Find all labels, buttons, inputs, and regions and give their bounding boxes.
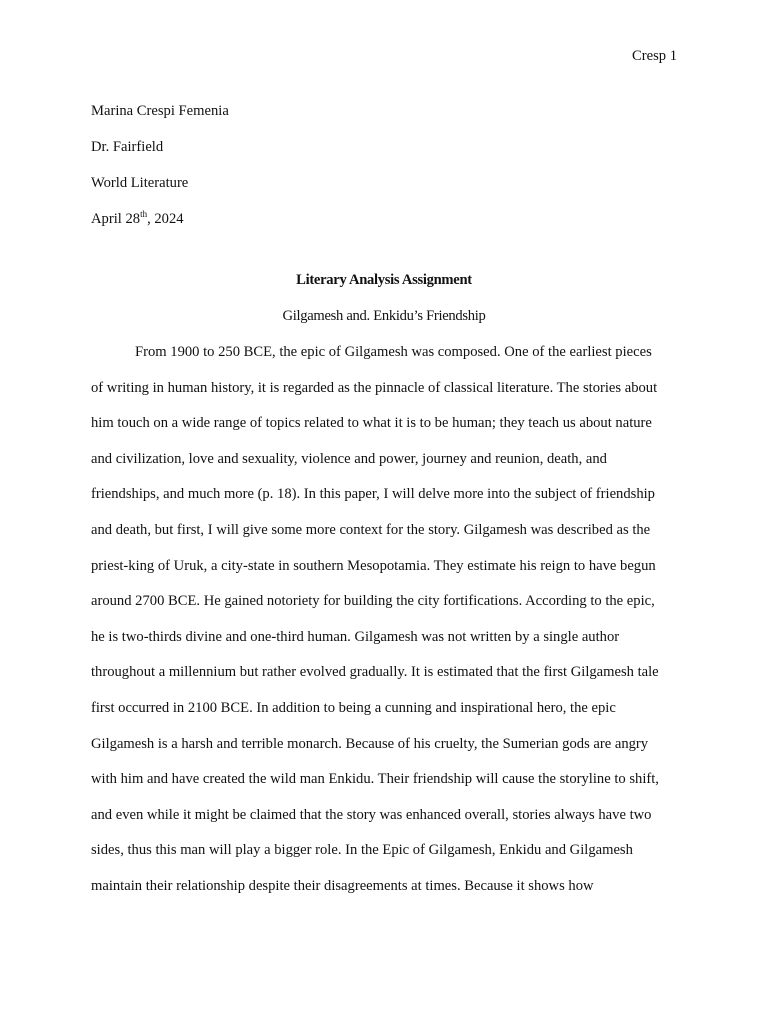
body-paragraph	[91, 343, 691, 913]
body-line: him touch on a wide range of topics related to what it is to be human; they teach us about nature	[91, 415, 652, 432]
date-line	[91, 201, 229, 237]
body-line: throughout a millennium but rather evolved gradually. It is estimated that the first Gilgamesh tale	[91, 664, 659, 681]
running-head: Cresp 1	[632, 48, 677, 64]
body-line: maintain their relationship despite their disagreements at times. Because it shows how	[91, 877, 594, 894]
instructor-name: Dr. Fairfield	[91, 139, 164, 155]
date-year: , 2024	[147, 211, 184, 227]
body-line: of writing in human history, it is regarded as the pinnacle of classical literature. The stories about	[91, 379, 658, 396]
body-line: he is two-thirds divine and one-third human. Gilgamesh was not written by a single author	[91, 628, 620, 645]
body-line: Gilgamesh is a harsh and terrible monarch. Because of his cruelty, the Sumerian gods are angry	[91, 735, 649, 752]
body-line: friendships, and much more (p. 18). In this paper, I will delve more into the subject of friendship	[91, 486, 655, 503]
body-line: first occurred in 2100 BCE. In addition to being a cunning and inspirational hero, the epic	[91, 699, 616, 716]
paper-subtitle: Gilgamesh and. Enkidu’s Friendship	[282, 308, 486, 324]
body-line: and even while it might be claimed that the story was enhanced overall, stories always have two	[91, 806, 652, 823]
course-name: World Literature	[91, 175, 189, 191]
body-line: and civilization, love and sexuality, violence and power, journey and reunion, death, and	[91, 450, 607, 467]
body-line: around 2700 BCE. He gained notoriety for building the city fortifications. According to the epic,	[91, 593, 655, 610]
date-ordinal-suffix: th	[140, 209, 148, 220]
body-line: priest-king of Uruk, a city-state in southern Mesopotamia. They estimate his reign to have begun	[91, 557, 656, 574]
mla-heading	[91, 93, 229, 237]
author-name: Marina Crespi Femenia	[91, 103, 229, 119]
date-month-day: April 28	[91, 211, 141, 227]
body-line: and death, but first, I will give some more context for the story. Gilgamesh was described as the	[91, 521, 651, 538]
body-line: sides, thus this man will play a bigger role. In the Epic of Gilgamesh, Enkidu and Gilgamesh	[91, 842, 633, 859]
paper-title: Literary Analysis Assignment	[296, 272, 472, 288]
body-line: From 1900 to 250 BCE, the epic of Gilgamesh was composed. One of the earliest pieces	[135, 344, 652, 360]
body-line: with him and have created the wild man Enkidu. Their friendship will cause the storyline to shift,	[91, 771, 659, 788]
